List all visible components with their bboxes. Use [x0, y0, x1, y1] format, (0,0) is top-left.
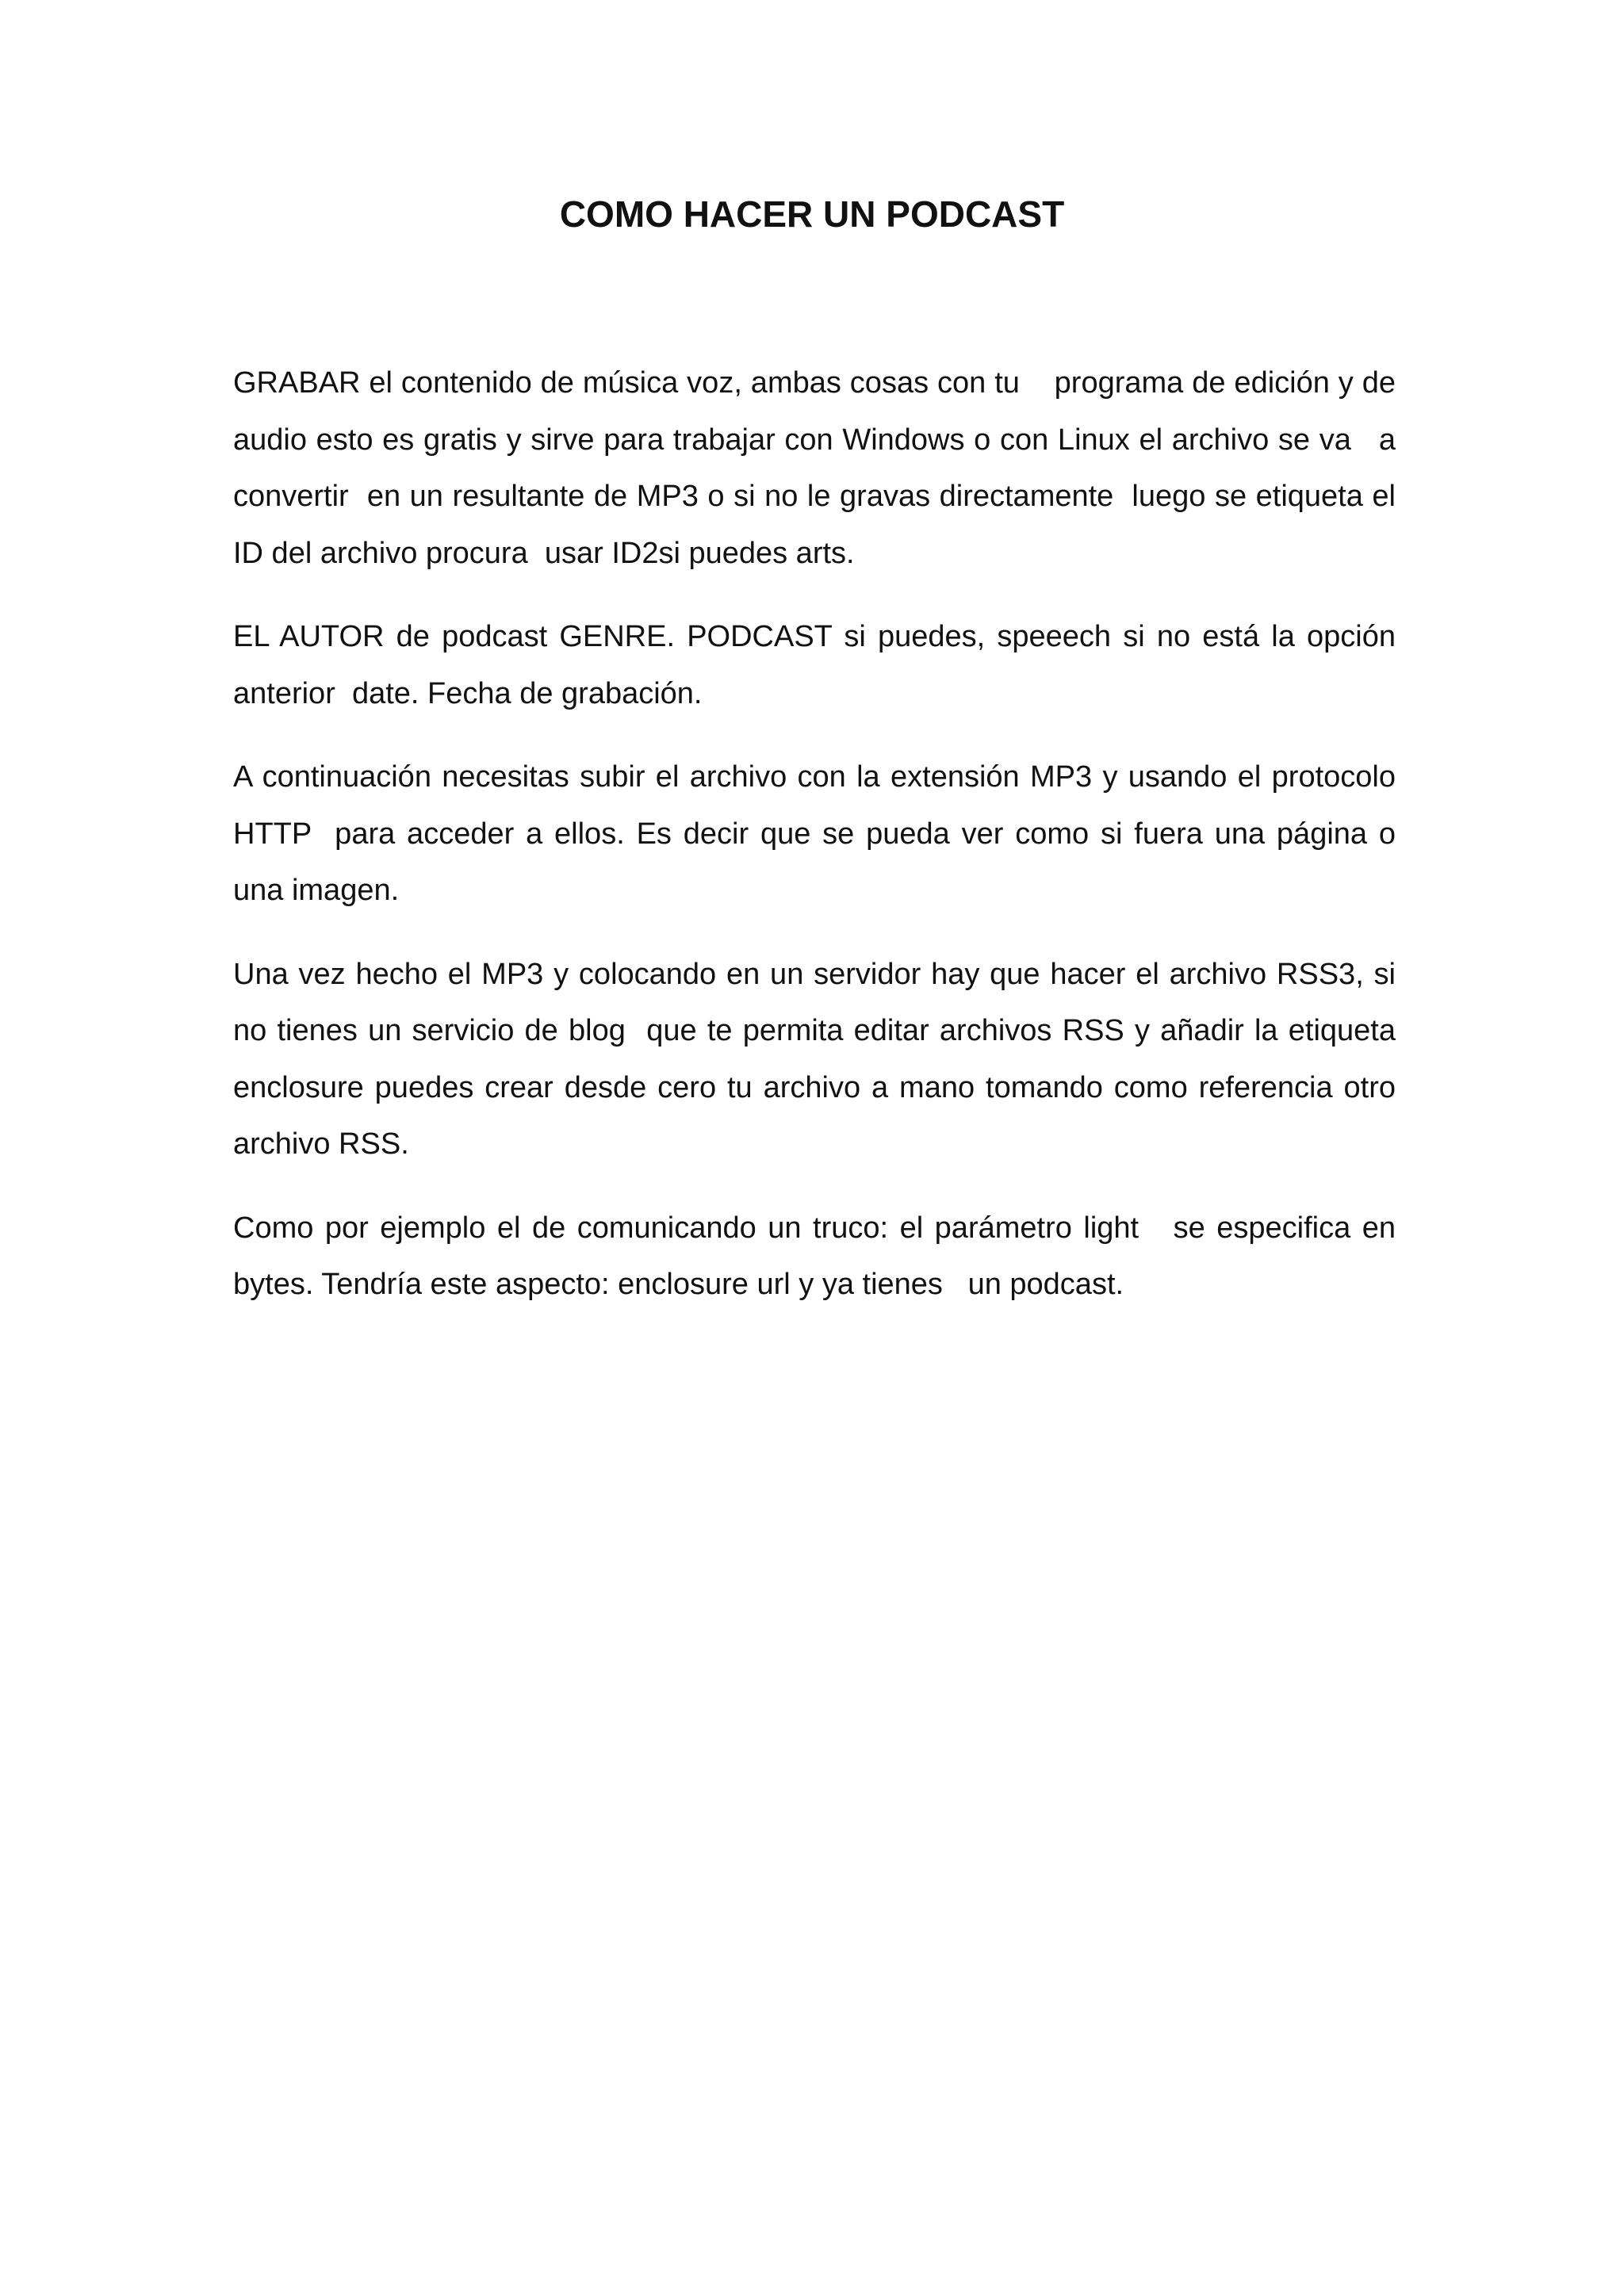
paragraph-grabar: GRABAR el contenido de música voz, ambas cosas con tu programa de edición y de audio esto es gratis y sirve para trabajar con Windows o con Linux el archivo se va a convertir en un resultante de MP3 o si no le gravas directamente luego se etiqueta el ID del archivo procura usar ID2si puedes arts. [233, 366, 1404, 570]
paragraph-subir-archivo: A continuación necesitas subir el archivo con la extensión MP3 y usando el protocolo HTTP para acceder a ellos. Es decir que se pueda ver como si fuera una página o una imagen. [233, 760, 1404, 907]
paragraph-rss: Una vez hecho el MP3 y colocando en un servidor hay que hacer el archivo RSS3, si no tienes un servicio de blog que te permita editar archivos RSS y añadir la etiqueta enclosure puedes crear desde cero tu archivo a mano tomando como referencia otro archivo RSS. [233, 957, 1404, 1161]
paragraph-ejemplo: Como por ejemplo el de comunicando un truco: el parámetro light se especifica en bytes. Tendría este aspecto: enclosure url y ya tienes un podcast. [233, 1211, 1413, 1301]
document-title: COMO HACER UN PODCAST [559, 193, 1065, 235]
document-body [233, 355, 1413, 1341]
paragraph-autor: EL AUTOR de podcast GENRE. PODCAST si puedes, speeech si no está la opción anterior date. Fecha de grabación. [233, 620, 1404, 710]
